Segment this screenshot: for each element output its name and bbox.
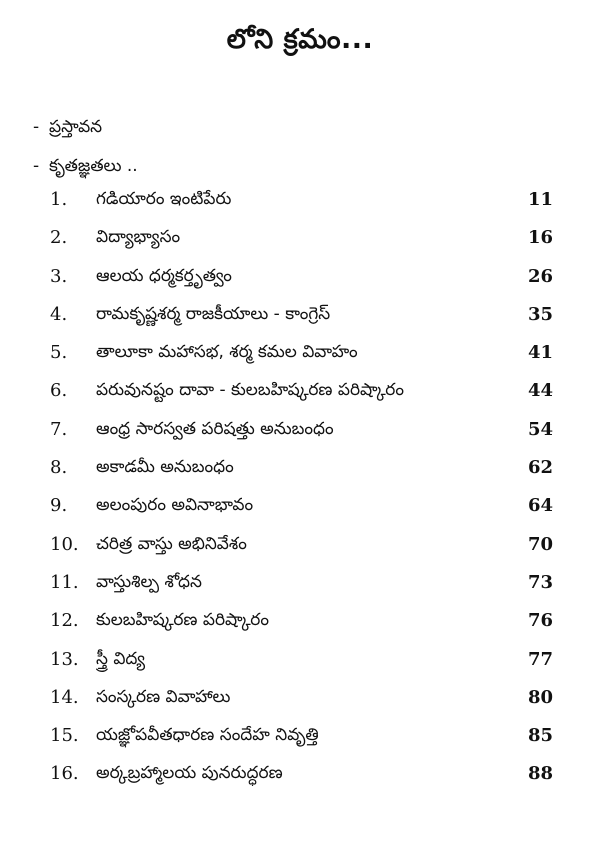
page-number: 26 <box>527 265 553 287</box>
toc-row <box>0 457 600 495</box>
chapter-number: 14. <box>50 686 79 708</box>
preliminary-label: కృతజ్ఞతలు .. <box>49 156 138 176</box>
chapter-title: విద్యాభ్యాసం <box>96 227 181 248</box>
chapter-number: 6. <box>50 380 68 402</box>
chapter-title: అర్కబ్రహ్మాలయ పునరుద్ధరణ <box>96 763 283 784</box>
chapter-number: 4. <box>50 303 68 325</box>
chapter-number: 3. <box>50 265 68 287</box>
page-number: 64 <box>527 495 553 517</box>
chapter-title: అలంపురం అవినాభావం <box>96 495 254 516</box>
toc-row <box>0 534 600 572</box>
table-of-contents <box>0 189 600 802</box>
chapter-number: 7. <box>50 418 68 440</box>
page-title: లోని క్రమం... <box>226 24 374 55</box>
page-number: 76 <box>527 610 553 632</box>
toc-row <box>0 763 600 801</box>
page-number: 11 <box>527 189 553 210</box>
toc-row <box>0 227 600 265</box>
toc-row <box>0 304 600 342</box>
toc-row <box>0 495 600 533</box>
chapter-title: రామకృష్ణశర్మ రాజకీయాలు - కాంగ్రెస్ <box>96 303 331 324</box>
toc-row <box>0 725 600 763</box>
chapter-number: 12. <box>50 610 79 632</box>
toc-row <box>0 572 600 610</box>
toc-row <box>0 266 600 304</box>
page-number: 70 <box>527 533 553 555</box>
chapter-title: సంస్కరణ వివాహాలు <box>96 686 231 707</box>
chapter-title: యజ్ఞోపవీతధారణ సందేహ నివృత్తి <box>96 725 319 746</box>
toc-row <box>0 189 600 227</box>
chapter-title: అకాడమీ అనుబంధం <box>96 457 234 478</box>
chapter-number: 10. <box>50 533 79 555</box>
toc-row <box>0 610 600 648</box>
page-number: 88 <box>527 763 553 785</box>
page-number: 80 <box>527 686 553 708</box>
page-number: 73 <box>527 571 553 593</box>
preliminary-item-acknowledgements <box>33 156 138 180</box>
preliminary-item-preface <box>33 117 102 141</box>
page-number: 16 <box>527 227 553 249</box>
chapter-number: 15. <box>50 725 79 747</box>
toc-row <box>0 419 600 457</box>
page-number: 44 <box>527 380 553 402</box>
chapter-number: 9. <box>50 495 68 517</box>
page-number: 35 <box>527 303 553 325</box>
page-number: 62 <box>527 457 553 479</box>
chapter-number: 16. <box>50 763 79 785</box>
preliminary-dash: - <box>33 117 40 137</box>
chapter-number: 13. <box>50 648 79 670</box>
chapter-title: ఆలయ ధర్మకర్తృత్వం <box>96 265 232 286</box>
page-number: 41 <box>527 342 553 364</box>
toc-row <box>0 380 600 418</box>
toc-row <box>0 342 600 380</box>
page-number: 77 <box>527 648 553 670</box>
preliminary-dash: - <box>33 156 40 176</box>
chapter-title: కులబహిష్కరణ పరిష్కారం <box>96 610 269 631</box>
chapter-number: 11. <box>50 571 79 593</box>
chapter-title: వాస్తుశిల్ప శోధన <box>96 571 202 592</box>
chapter-title: గడియారం ఇంటిపేరు <box>96 189 232 209</box>
page-number: 54 <box>527 418 553 440</box>
chapter-number: 5. <box>50 342 68 364</box>
chapter-number: 2. <box>50 227 68 249</box>
chapter-title: చరిత్ర వాస్తు అభినివేశం <box>96 533 247 554</box>
toc-row <box>0 649 600 687</box>
chapter-title: పరువునష్టం దావా - కులబహిష్కరణ పరిష్కారం <box>96 380 404 401</box>
chapter-title: తాలూకా మహాసభ, శర్మ కమల వివాహం <box>96 342 358 363</box>
chapter-number: 8. <box>50 457 68 479</box>
chapter-title: స్త్రీ విద్య <box>96 648 146 669</box>
page-number: 85 <box>527 725 553 747</box>
preliminary-label: ప్రస్తావన <box>49 117 103 137</box>
toc-row <box>0 687 600 725</box>
chapter-title: ఆంధ్ర సారస్వత పరిషత్తు అనుబంధం <box>96 418 334 439</box>
chapter-number: 1. <box>50 189 68 210</box>
